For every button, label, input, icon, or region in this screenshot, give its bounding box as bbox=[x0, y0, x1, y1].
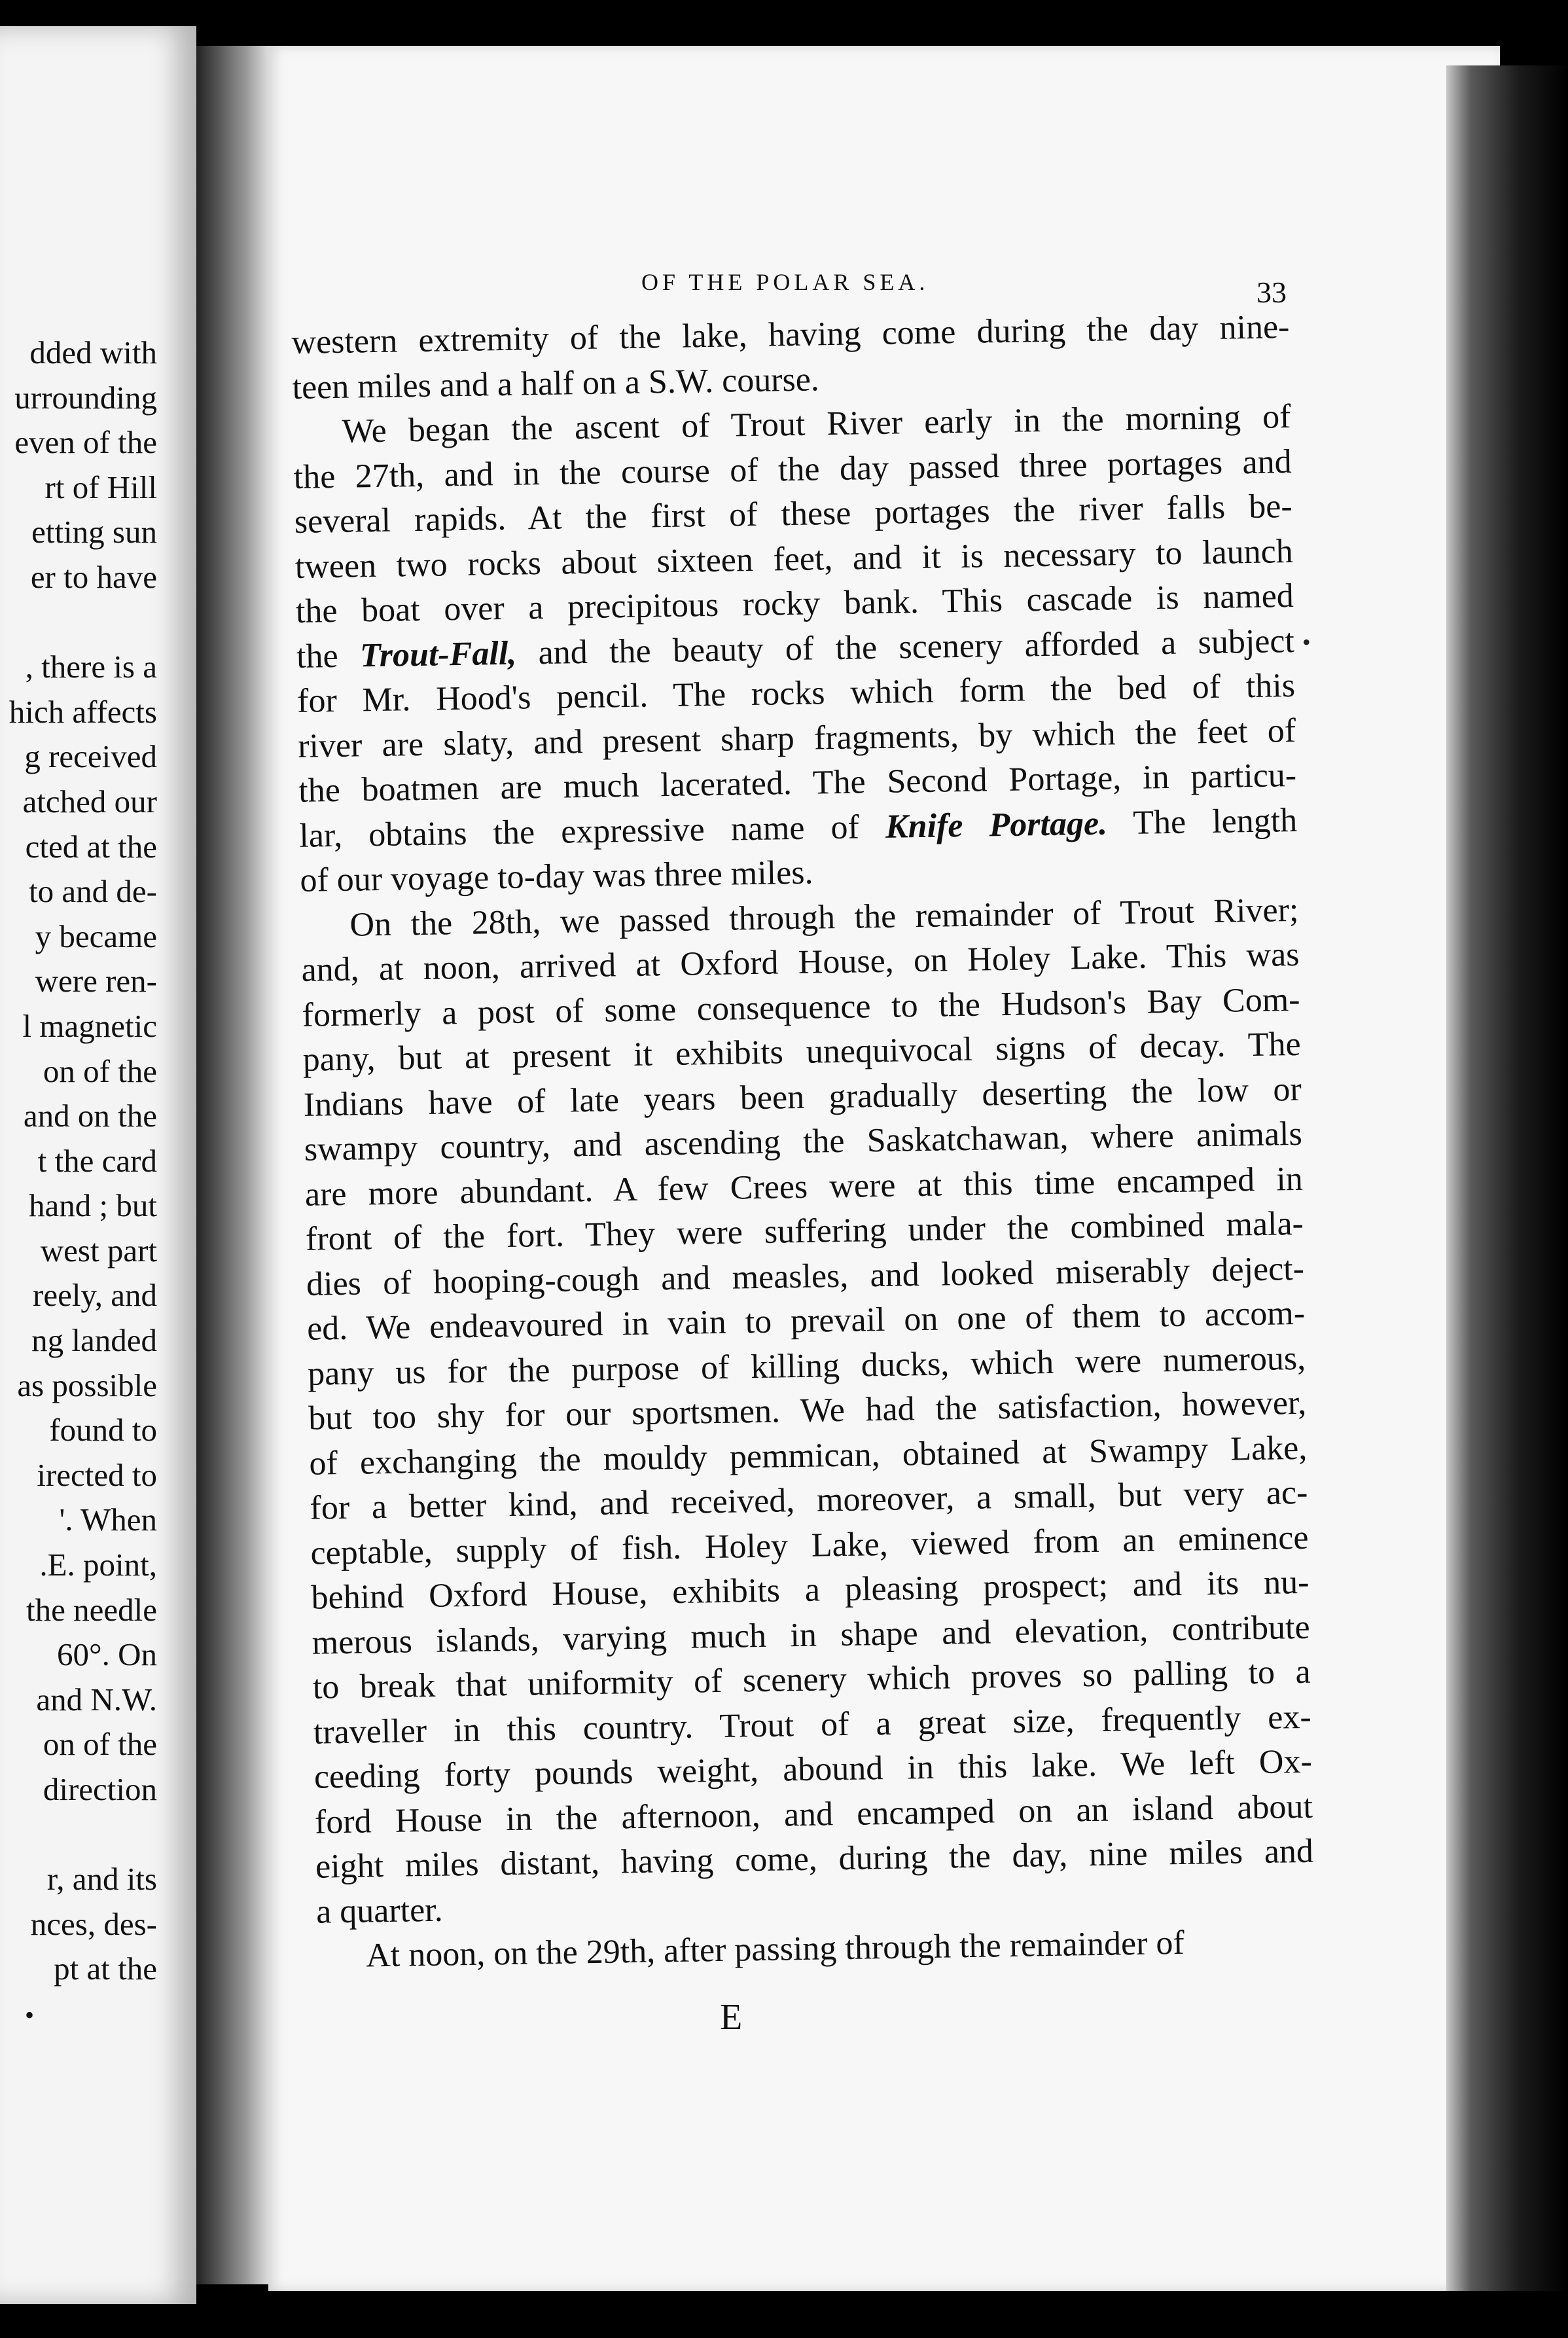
text-line: tween two rocks about sixteen feet, and it is necessary to launch bbox=[294, 532, 1294, 586]
text-line: behind Oxford House, exhibits a pleasing prospect; and its nu- bbox=[311, 1563, 1310, 1617]
text-line: ford House in the afternoon, and encamped on an island about bbox=[314, 1788, 1313, 1841]
facing-page-line: pt at the bbox=[54, 1951, 157, 1987]
text-line: the boatmen are much lacerated. The Second Portage, in particu- bbox=[298, 756, 1297, 810]
place-name-italic: Trout-Fall, bbox=[359, 634, 517, 674]
text-line: teen miles and a half on a S.W. course. bbox=[292, 360, 820, 406]
text-line: to break that uniformity of scenery which proves so palling to a bbox=[312, 1653, 1311, 1706]
facing-page-line: on of the bbox=[43, 1052, 157, 1089]
facing-page-line: urrounding bbox=[14, 379, 157, 416]
facing-page-line: er to have bbox=[30, 558, 157, 595]
facing-page-line: were ren- bbox=[35, 963, 157, 999]
text-line: and, at noon, arrived at Oxford House, on Holey Lake. This was bbox=[301, 935, 1300, 989]
facing-page-text bbox=[0, 331, 157, 1992]
text-line: several rapids. At the first of these portages the river falls be- bbox=[294, 488, 1293, 541]
facing-page-line: reely, and bbox=[33, 1277, 157, 1314]
text-line: dies of hooping-cough and measles, and looked miserably deject- bbox=[306, 1250, 1305, 1303]
text-run: lar, obtains the expressive name of bbox=[298, 808, 886, 855]
text-line: eight miles distant, having come, during the day, nine miles and bbox=[315, 1832, 1314, 1886]
text-line: ceeding forty pounds weight, abound in this lake. We left Ox- bbox=[313, 1742, 1313, 1796]
facing-page-line: l magnetic bbox=[22, 1007, 157, 1044]
facing-page-line: .E. point, bbox=[39, 1547, 157, 1583]
text-line: traveller in this country. Trout of a great size, frequently ex- bbox=[313, 1698, 1312, 1752]
text-run: The length bbox=[1107, 801, 1298, 842]
text-line: On the 28th, we passed through the remainder of Trout River; bbox=[349, 891, 1299, 944]
text-line: pany, but at present it exhibits unequivocal signs of decay. The bbox=[302, 1025, 1302, 1079]
text-line: ed. We endeavoured in vain to prevail on one of them to accom- bbox=[306, 1294, 1306, 1348]
facing-page-line: direction bbox=[43, 1771, 157, 1807]
page-edge-shadow bbox=[1446, 65, 1568, 2291]
facing-page-line bbox=[0, 600, 157, 645]
facing-page-line: west part bbox=[40, 1232, 157, 1268]
facing-page-line: to and de- bbox=[29, 873, 157, 910]
facing-page-line: hich affects bbox=[9, 693, 157, 730]
facing-page-line: the needle bbox=[26, 1591, 157, 1628]
text-line: for Mr. Hood's pencil. The rocks which form the bed of this bbox=[296, 666, 1296, 720]
facing-page-line: 60°. On bbox=[57, 1636, 157, 1673]
margin-mark: • bbox=[1302, 629, 1311, 655]
text-line: river are slaty, and present sharp fragments, by which the feet of bbox=[297, 711, 1296, 765]
text-line: western extremity of the lake, having come during the day nine- bbox=[291, 308, 1290, 361]
facing-page-left bbox=[0, 26, 196, 2304]
signature-mark: E bbox=[720, 1997, 743, 2038]
text-line: a quarter. bbox=[315, 1891, 444, 1931]
text-line: the boat over a precipitous rocky bank. This cascade is named bbox=[295, 577, 1294, 630]
text-line: Indians have of late years been gradually deserting the low or bbox=[303, 1070, 1302, 1124]
facing-page-line: irected to bbox=[37, 1456, 157, 1493]
text-line: of our voyage to-day was three miles. bbox=[299, 854, 813, 899]
text-run: the bbox=[296, 636, 361, 675]
facing-page-line: and N.W. bbox=[36, 1681, 157, 1718]
facing-page-mark: • bbox=[25, 2000, 35, 2030]
text-line: are more abundant. A few Crees were at this time encamped in bbox=[304, 1160, 1304, 1214]
text-line: At noon, on the 29th, after passing through the remainder of bbox=[365, 1924, 1185, 1975]
facing-page-line: cted at the bbox=[25, 828, 157, 865]
facing-page-line: , there is a bbox=[25, 649, 157, 685]
text-line: for a better kind, and received, moreover, a small, but very ac- bbox=[310, 1473, 1308, 1527]
text-line: of exchanging the mouldy pemmican, obtained at Swampy Lake, bbox=[308, 1429, 1308, 1483]
facing-page-line: and on the bbox=[23, 1098, 157, 1134]
text-line: but too shy for our sportsmen. We had the satisfaction, however, bbox=[308, 1384, 1307, 1437]
text-line: We began the ascent of Trout River early in the morning of bbox=[342, 398, 1291, 450]
text-line: ceptable, supply of fish. Holey Lake, viewed from an eminence bbox=[310, 1519, 1309, 1572]
place-name-italic: Knife Portage. bbox=[885, 804, 1108, 846]
text-line: swampy country, and ascending the Saskatchawan, where animals bbox=[304, 1115, 1303, 1168]
facing-page-line: even of the bbox=[14, 424, 157, 461]
facing-page-line: dded with bbox=[29, 334, 157, 370]
book-gutter bbox=[196, 46, 268, 2284]
body-text bbox=[291, 305, 1315, 1979]
text-line: merous islands, varying much in shape and elevation, contribute bbox=[312, 1608, 1310, 1662]
facing-page-line: g received bbox=[24, 738, 157, 775]
text-line: the 27th, and in the course of the day passed three portages and bbox=[293, 442, 1292, 496]
facing-page-line: '. When bbox=[59, 1502, 157, 1538]
facing-page-line: atched our bbox=[22, 783, 157, 819]
facing-page-line: t the card bbox=[37, 1142, 157, 1179]
facing-page-line bbox=[0, 1812, 157, 1858]
facing-page-line: r, and its bbox=[46, 1861, 157, 1897]
facing-page-line: y became bbox=[35, 918, 157, 954]
facing-page-line: nces, des- bbox=[30, 1905, 157, 1942]
facing-page-line: etting sun bbox=[31, 514, 157, 550]
text-line: formerly a post of some consequence to the Hudson's Bay Com- bbox=[302, 980, 1300, 1034]
facing-page-line: on of the bbox=[43, 1726, 157, 1763]
facing-page-line: as possible bbox=[17, 1367, 157, 1403]
facing-page-line: hand ; but bbox=[29, 1187, 157, 1224]
facing-page-line: found to bbox=[49, 1412, 157, 1448]
facing-page-line: ng landed bbox=[31, 1322, 157, 1359]
facing-page-line: rt of Hill bbox=[45, 469, 157, 505]
text-line: front of the fort. They were suffering under the combined mala- bbox=[305, 1204, 1304, 1258]
page-number: 33 bbox=[1256, 276, 1287, 309]
text-line: pany us for the purpose of killing ducks, which were numerous, bbox=[307, 1339, 1306, 1393]
text-run: and the beauty of the scenery afforded a subject bbox=[516, 622, 1295, 672]
running-head: OF THE POLAR SEA. bbox=[641, 269, 929, 295]
